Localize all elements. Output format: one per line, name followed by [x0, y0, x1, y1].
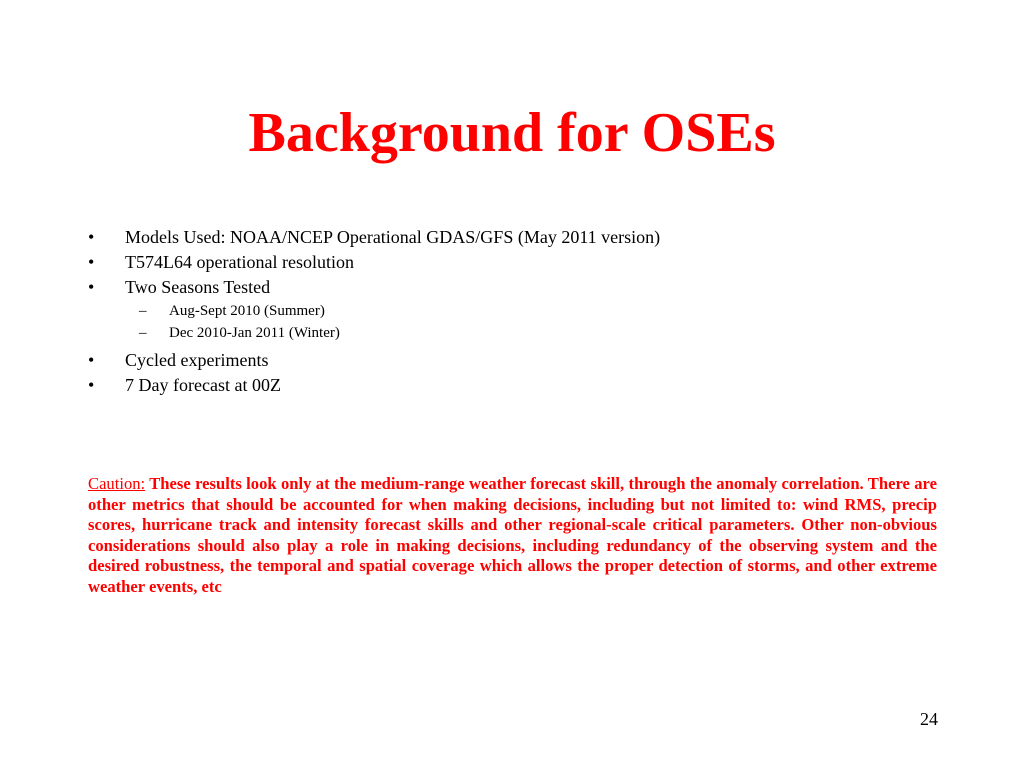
sub-bullet-item: [88, 322, 948, 344]
bullet-text: Two Seasons Tested: [125, 277, 271, 297]
caution-label: Caution:: [88, 474, 146, 493]
bullet-text: T574L64 operational resolution: [125, 252, 354, 272]
bullet-marker: •: [88, 375, 95, 395]
bullet-marker: •: [88, 277, 95, 297]
bullet-item: [88, 275, 948, 300]
sub-bullet-marker: –: [139, 303, 147, 319]
sub-bullet-text: Aug-Sept 2010 (Summer): [169, 303, 325, 319]
bullet-item: [88, 225, 948, 250]
sub-bullet-list: [88, 300, 948, 344]
bullet-marker: •: [88, 252, 95, 272]
bullet-item: [88, 250, 948, 275]
caution-paragraph: [88, 474, 937, 597]
caution-text: These results look only at the medium-range weather forecast skill, through the anomaly correlation. There are other metrics that should be accounted for when making decisions, including but not limited to: wind RMS, precip scores, hurricane track and intensity forecast skills and other regional-scale critical parameters. Other non-obvious considerations should also play a role in making decisions, including redundancy of the observing system and the desired robustness, the temporal and spatial coverage which allows the proper detection of storms, and other extreme weather events, etc: [88, 474, 937, 596]
bullet-item: [88, 348, 948, 373]
bullet-marker: •: [88, 227, 95, 247]
page-number: 24: [920, 709, 938, 729]
sub-bullet-group: [88, 300, 948, 344]
bullet-marker: •: [88, 350, 95, 370]
bullet-text: 7 Day forecast at 00Z: [125, 375, 281, 395]
bullet-item: [88, 373, 948, 398]
bullet-text: Cycled experiments: [125, 350, 269, 370]
slide-title: Background for OSEs: [248, 102, 776, 164]
sub-bullet-marker: –: [139, 325, 147, 341]
bullet-list: [88, 225, 948, 398]
sub-bullet-text: Dec 2010-Jan 2011 (Winter): [169, 325, 340, 341]
sub-bullet-item: [88, 300, 948, 322]
bullet-text: Models Used: NOAA/NCEP Operational GDAS/GFS (May 2011 version): [125, 227, 661, 247]
